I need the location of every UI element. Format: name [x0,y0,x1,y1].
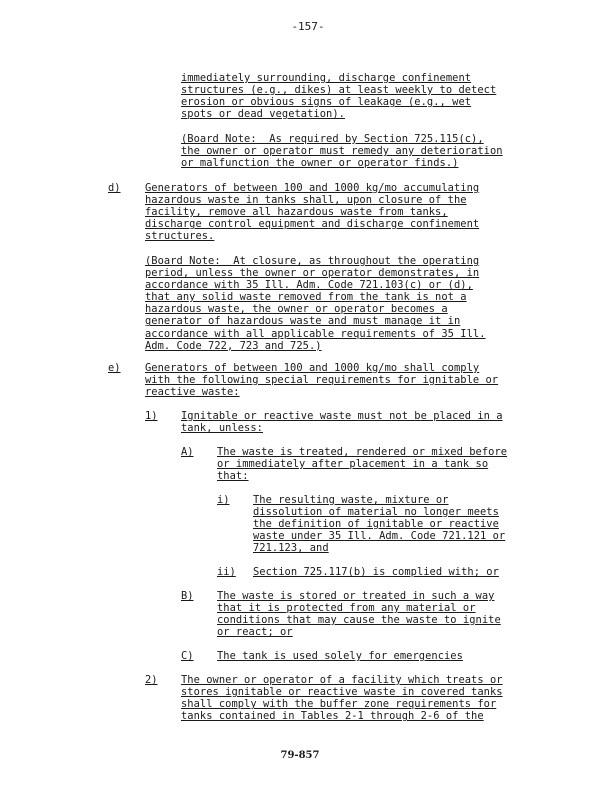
text-line: The owner or operator of a facility which treats or [181,674,503,686]
item-ii-text [253,566,499,578]
text-line: conditions that may cause the waste to ignite [217,614,501,627]
text-line: generator of hazardous waste and must manage it in [145,315,461,328]
text-line: hazardous waste in tanks shall, upon closure of the [145,194,467,207]
item-ii-label: ii) [217,566,236,578]
text-line: or react; or [217,626,293,639]
text-line: spots or dead vegetation). [181,108,345,121]
item-C-label: C) [181,650,194,662]
text-line: (Board Note: At closure, as throughout the operating [145,255,480,267]
text-line: or immediately after placement in a tank so [217,458,489,471]
text-line: hazardous waste, the owner or operator becomes a [145,303,448,316]
text-line: tanks contained in Tables 2-1 through 2-6 of the [181,710,484,723]
item-B-text [217,590,501,638]
text-line: that any solid waste removed from the tank is not a [145,291,467,304]
text-line: the owner or operator must remedy any deterioration [181,145,503,158]
text-line: period, unless the owner or operator demonstrates, in [145,267,480,280]
text-line: The tank is used solely for emergencies [217,650,463,662]
text-line: (Board Note: As required by Section 725.115(c), [181,133,484,145]
text-line: Adm. Code 722, 723 and 725.) [145,339,322,352]
text-line: stores ignitable or reactive waste in covered tanks [181,686,503,699]
text-line: The resulting waste, mixture or [253,494,449,506]
text-line: that: [217,470,249,483]
item-e-label: e) [108,362,121,374]
page-footer: 79-857 [280,750,320,761]
item-B-label: B) [181,590,194,602]
item-e2-text [181,674,503,722]
text-line: reactive waste: [145,386,240,399]
text-line: structures (e.g., dikes) at least weekly to detect [181,84,497,97]
text-line: erosion or obvious signs of leakage (e.g., wet [181,96,472,109]
text-line: accordance with 35 Ill. Adm. Code 721.103(c) or (d), [145,279,473,292]
text-line: Section 725.117(b) is complied with; or [253,566,499,578]
text-line: the definition of ignitable or reactive [253,518,499,531]
text-line: or malfunction the owner or operator finds.) [181,157,459,170]
text-line: Generators of between 100 and 1000 kg/mo accumulating [145,182,480,194]
item-e-text [145,362,498,398]
text-line: shall comply with the buffer zone requirements for [181,698,497,711]
text-line: that it is protected from any material or [217,602,476,615]
text-line: with the following special requirements for ignitable or [145,374,499,387]
item-e1-text [181,410,503,434]
item-A-label: A) [181,446,194,458]
text-line: Ignitable or reactive waste must not be placed in a [181,410,503,422]
text-line: discharge control equipment and discharge confinement [145,218,480,231]
text-line: tank, unless: [181,422,263,435]
item-d-label: d) [108,182,121,194]
text-line: waste under 35 Ill. Adm. Code 721.121 or [253,530,506,543]
item-d-text [145,182,479,242]
text-line: accordance with all applicable requirements of 35 Ill. [145,327,486,340]
board-note-1 [181,133,503,169]
text-line: structures. [145,230,215,243]
item-C-text [217,650,463,662]
text-line: 721.123, and [253,542,329,555]
item-i-text [253,494,505,554]
page-number: -157- [291,20,325,33]
text-line: Generators of between 100 and 1000 kg/mo shall comply [145,362,480,374]
text-line: immediately surrounding, discharge confinement [181,72,472,84]
intro-paragraph [181,72,496,120]
item-A-text [217,446,507,482]
item-e1-label: 1) [145,410,158,422]
text-line: The waste is treated, rendered or mixed before [217,446,508,458]
item-i-label: i) [217,494,230,506]
item-e2-label: 2) [145,674,158,686]
text-line: facility, remove all hazardous waste from tanks, [145,206,448,219]
text-line: The waste is stored or treated in such a way [217,590,495,602]
text-line: dissolution of material no longer meets [253,506,499,519]
board-note-2 [145,255,486,352]
